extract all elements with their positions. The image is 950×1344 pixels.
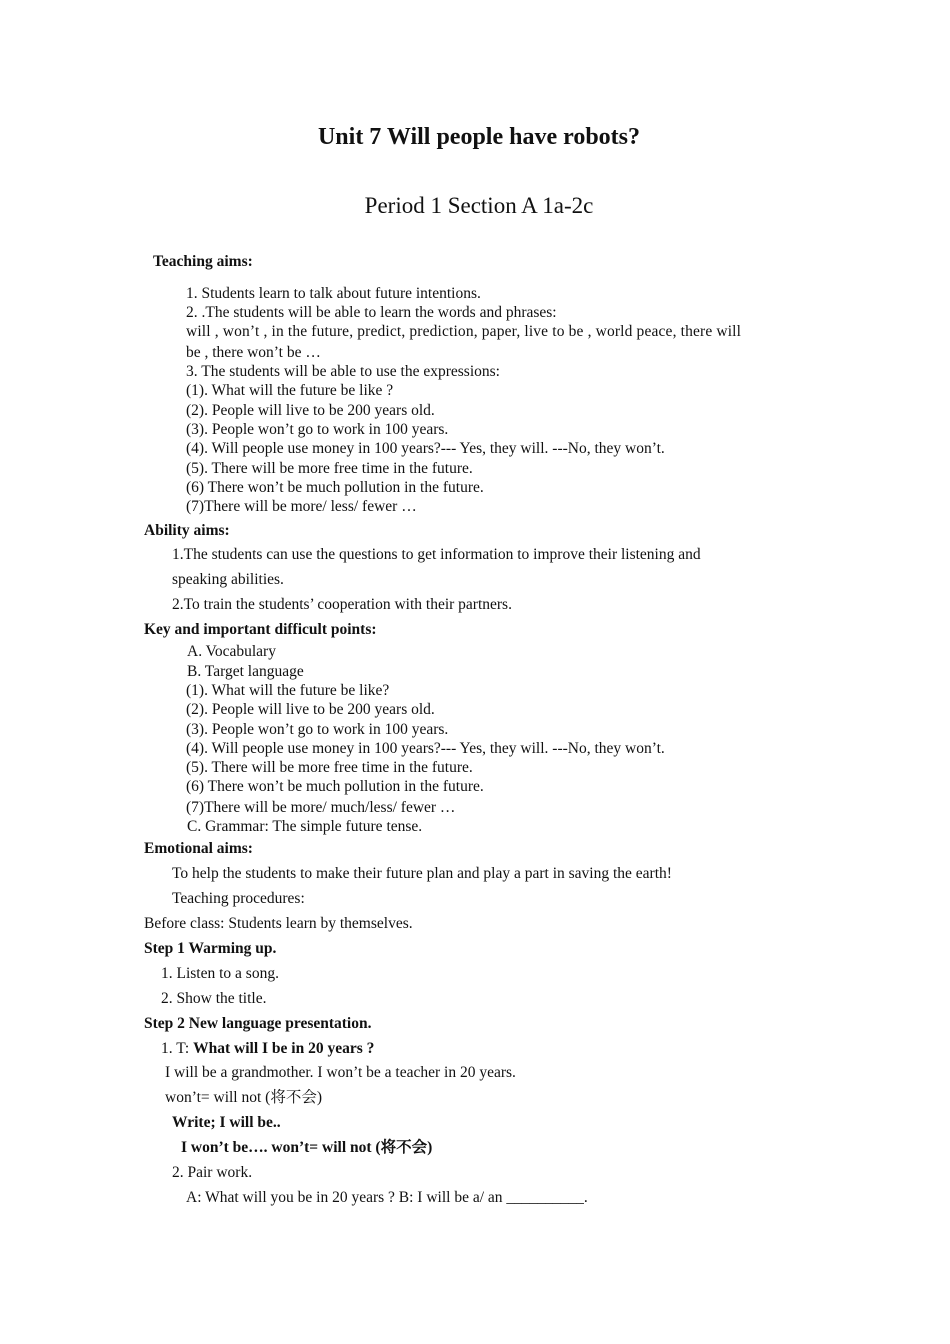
step1-heading: Step 1 Warming up. — [144, 940, 277, 957]
ability-aim-line: 2.To train the students’ cooperation with their partners. — [172, 596, 512, 613]
teaching-aim-line: (5). There will be more free time in the future. — [186, 460, 473, 477]
ability-aim-line: speaking abilities. — [172, 571, 284, 588]
teaching-aim-line: 1. Students learn to talk about future intentions. — [186, 285, 481, 302]
teaching-aim-line: (6) There won’t be much pollution in the future. — [186, 479, 484, 496]
key-point-line: (6) There won’t be much pollution in the future. — [186, 778, 484, 795]
teaching-aim-line: (2). People will live to be 200 years old. — [186, 402, 435, 419]
teaching-aim-line: will , won’t , in the future, predict, prediction, paper, live to be , world peace, there will — [186, 323, 742, 340]
ability-aims-heading: Ability aims: — [144, 522, 230, 539]
key-point-line: C. Grammar: The simple future tense. — [187, 818, 423, 835]
teaching-aim-line: (1). What will the future be like ? — [186, 382, 394, 399]
key-point-line: B. Target language — [187, 663, 304, 680]
key-point-line: (2). People will live to be 200 years old. — [186, 701, 435, 718]
step2-wont-line: won’t= will not (将不会) — [165, 1089, 322, 1106]
ability-aim-line: 1.The students can use the questions to get information to improve their listening and — [172, 546, 701, 563]
step1-line: 2. Show the title. — [161, 990, 267, 1007]
document-subtitle: Period 1 Section A 1a-2c — [364, 193, 594, 218]
key-point-line: (5). There will be more free time in the future. — [186, 759, 473, 776]
teaching-aim-line: (4). Will people use money in 100 years?--- Yes, they will. ---No, they won’t. — [186, 440, 665, 457]
teaching-aim-line: 3. The students will be able to use the expressions: — [186, 363, 500, 380]
key-point-line: A. Vocabulary — [187, 643, 276, 660]
teaching-aims-heading: Teaching aims: — [153, 253, 253, 270]
step2-item1-question: What will I be in 20 years ? — [193, 1040, 375, 1057]
step2-heading: Step 2 New language presentation. — [144, 1015, 372, 1032]
step2-write-line: Write; I will be.. — [172, 1114, 281, 1131]
teaching-aim-line: be , there won’t be … — [186, 344, 321, 361]
document-title: Unit 7 Will people have robots? — [317, 124, 641, 150]
step1-line: 1. Listen to a song. — [161, 965, 279, 982]
step2-item1-prefix: 1. T: — [161, 1040, 194, 1057]
step2-item1 — [161, 1039, 374, 1058]
emotional-aim-line: To help the students to make their future plan and play a part in saving the earth! — [172, 865, 672, 882]
step2-iwont-line: I won’t be…. won’t= will not (将不会) — [181, 1139, 433, 1156]
step2-grandmother-line: I will be a grandmother. I won’t be a teacher in 20 years. — [165, 1064, 516, 1081]
key-points-heading: Key and important difficult points: — [144, 621, 377, 638]
key-point-line: (3). People won’t go to work in 100 years. — [186, 721, 449, 738]
teaching-aim-line: (3). People won’t go to work in 100 years. — [186, 421, 449, 438]
before-class-line: Before class: Students learn by themselves. — [144, 915, 413, 932]
teaching-aim-line: (7)There will be more/ less/ fewer … — [186, 498, 417, 515]
step2-pair-work-line: 2. Pair work. — [172, 1164, 253, 1181]
teaching-aim-line: 2. .The students will be able to learn the words and phrases: — [186, 304, 557, 321]
emotional-aims-heading: Emotional aims: — [144, 840, 253, 857]
key-point-line: (7)There will be more/ much/less/ fewer … — [186, 799, 456, 816]
key-point-line: (4). Will people use money in 100 years?--- Yes, they will. ---No, they won’t. — [186, 740, 665, 757]
teaching-procedures-label: Teaching procedures: — [172, 890, 305, 907]
key-point-line: (1). What will the future be like? — [186, 682, 390, 699]
step2-dialog-line: A: What will you be in 20 years ? B: I will be a/ an __________. — [186, 1189, 588, 1206]
